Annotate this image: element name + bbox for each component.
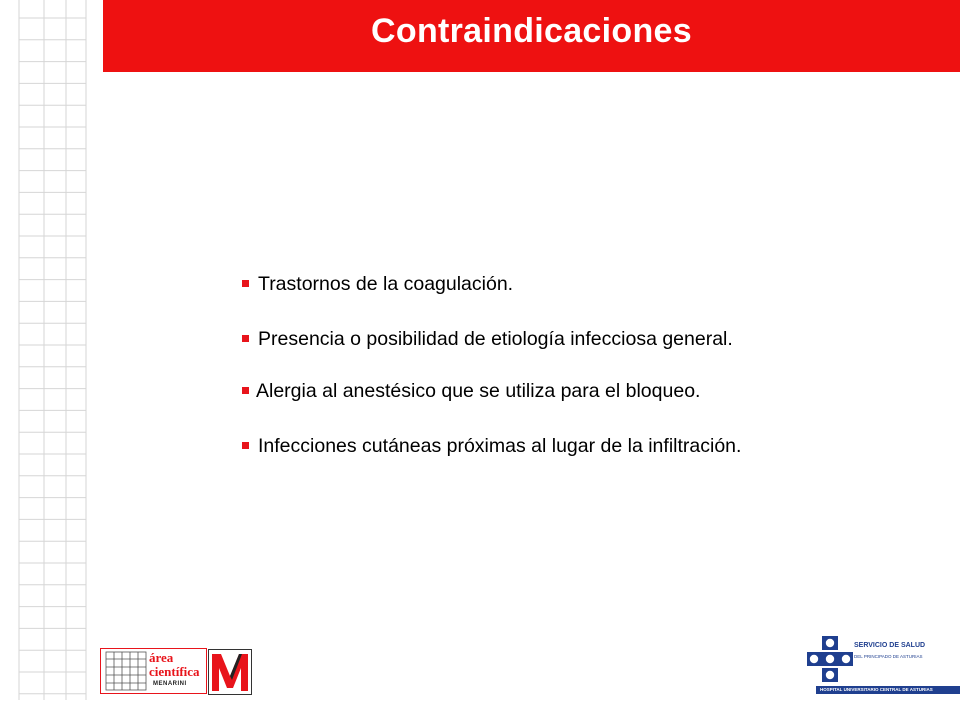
bullet-text: Alergia al anestésico que se utiliza para el bloqueo. <box>256 380 701 402</box>
sespa-name: SERVICIO DE SALUD <box>854 642 926 649</box>
m-logo-icon <box>209 650 251 694</box>
bullet-square-icon <box>242 335 249 342</box>
sespa-logo <box>800 630 960 700</box>
sespa-subtitle: DEL PRINCIPADO DE ASTURIAS <box>854 654 923 659</box>
area-cientifica-box <box>100 648 207 694</box>
logo-brand-name: MENARINI <box>153 681 187 687</box>
bullet-square-icon <box>242 442 249 449</box>
logo-word-cientifica: científica <box>149 664 200 679</box>
menarini-m-logo <box>208 649 252 695</box>
sespa-band <box>816 686 960 694</box>
area-cientifica-logo <box>100 648 252 694</box>
list-item <box>242 325 902 353</box>
decorative-grid <box>0 0 100 720</box>
list-item <box>242 377 902 405</box>
bullet-text: Infecciones cutáneas próximas al lugar de la infiltración. <box>258 435 742 457</box>
bullet-list <box>242 270 902 460</box>
bullet-text: Trastornos de la coagulación. <box>258 273 514 295</box>
sespa-cross-icon <box>805 634 855 684</box>
list-item <box>242 270 902 298</box>
bullet-text: Presencia o posibilidad de etiología infecciosa general. <box>258 328 733 350</box>
slide-title: Contraindicaciones <box>371 12 692 50</box>
list-item <box>242 432 902 460</box>
logo-grid-icon <box>105 651 147 691</box>
sespa-band-text: HOSPITAL UNIVERSITARIO CENTRAL DE ASTURIAS <box>820 687 933 692</box>
bullet-square-icon <box>242 387 249 394</box>
bullet-square-icon <box>242 280 249 287</box>
logo-word-area: área <box>149 650 174 665</box>
title-bar <box>103 0 960 72</box>
